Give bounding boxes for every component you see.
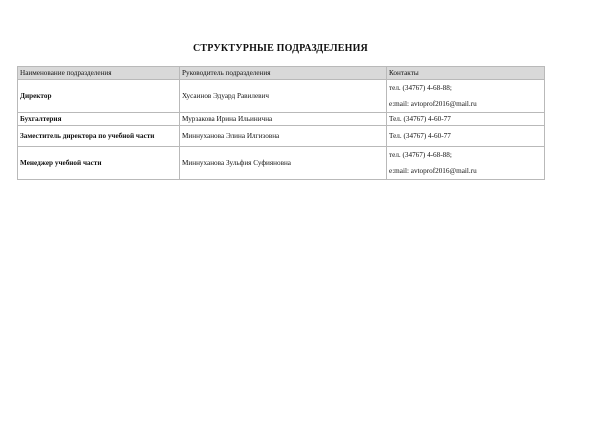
department-head: Мурзакова Ирина Ильинична: [180, 113, 387, 126]
department-name: Бухгалтерия: [18, 113, 180, 126]
contact-email: e:mail: avtoprof2016@mail.ru: [389, 166, 477, 175]
table-row: [18, 113, 545, 126]
department-name: Менеджер учебной части: [18, 147, 180, 180]
department-head: Миннуханова Элина Илгизовна: [180, 126, 387, 147]
department-contacts: [387, 126, 545, 147]
table-row: [18, 126, 545, 147]
column-header-contacts: Контакты: [387, 67, 545, 80]
table-row: [18, 147, 545, 180]
column-header-department: Наименование подразделения: [18, 67, 180, 80]
department-contacts: [387, 80, 545, 113]
department-contacts: [387, 147, 545, 180]
contact-phone: Тел. (34767) 4-60-77: [389, 131, 451, 140]
table-row: [18, 80, 545, 113]
contact-phone: тел. (34767) 4-68-88;: [389, 83, 452, 92]
column-header-head: Руководитель подразделения: [180, 67, 387, 80]
department-head: Хусаинов Эдуард Равилевич: [180, 80, 387, 113]
contact-phone: Тел. (34767) 4-60-77: [389, 114, 451, 123]
department-head: Миннуханова Зульфия Суфияновна: [180, 147, 387, 180]
departments-table: [17, 66, 545, 180]
table-header-row: [18, 67, 545, 80]
contact-email: e:mail: avtoprof2016@mail.ru: [389, 99, 477, 108]
page-title: СТРУКТУРНЫЕ ПОДРАЗДЕЛЕНИЯ: [193, 43, 368, 54]
contact-phone: тел. (34767) 4-68-88;: [389, 150, 452, 159]
department-contacts: [387, 113, 545, 126]
department-name: Директор: [18, 80, 180, 113]
department-name: Заместитель директора по учебной части: [18, 126, 180, 147]
